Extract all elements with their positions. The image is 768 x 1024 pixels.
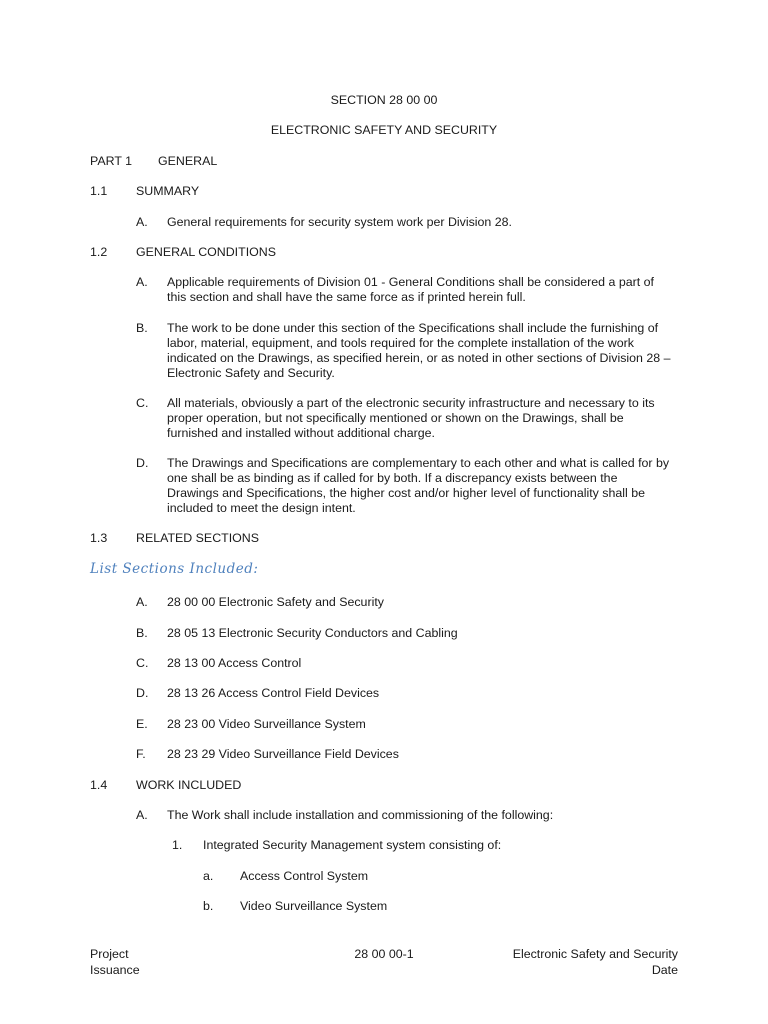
subparagraph-item: Video Surveillance System	[240, 899, 388, 913]
paragraph-letter: A.	[136, 808, 148, 822]
subparagraph-letter: a.	[203, 869, 214, 883]
paragraph-line: The Drawings and Specifications are complementary to each other and what is called for by	[167, 456, 670, 470]
related-section-item: 28 13 00 Access Control	[167, 656, 302, 670]
article-number: 1.4	[90, 778, 108, 792]
paragraph-line: included to meet the design intent.	[167, 501, 356, 515]
paragraph-line: Drawings and Specifications, the higher cost and/or higher level of functionality shall be	[167, 486, 646, 500]
paragraph-line: Electronic Safety and Security.	[167, 366, 335, 380]
page-number: 28 00 00-1	[354, 947, 414, 961]
section-number: SECTION 28 00 00	[330, 93, 438, 107]
paragraph-letter: B.	[136, 626, 148, 640]
paragraph-text	[167, 456, 669, 516]
related-section-item: 28 00 00 Electronic Safety and Security	[167, 595, 384, 609]
subparagraph-number: 1.	[172, 838, 183, 852]
paragraph-line: furnished and installed without additional charge.	[167, 426, 435, 440]
article-heading: WORK INCLUDED	[136, 778, 242, 792]
paragraph-text	[167, 396, 655, 441]
article-number: 1.2	[90, 245, 108, 259]
paragraph-line: one shall be as binding as if called for by both. If a discrepancy exists between the	[167, 471, 618, 485]
subparagraph-text: Integrated Security Management system consisting of:	[203, 838, 502, 852]
part-number: PART 1	[90, 154, 133, 168]
paragraph-line: All materials, obviously a part of the electronic security infrastructure and necessary to its	[167, 396, 655, 410]
paragraph-letter: A.	[136, 275, 148, 289]
footer-section-title: Electronic Safety and Security	[512, 947, 678, 961]
related-section-item: 28 23 00 Video Surveillance System	[167, 717, 366, 731]
paragraph-text: The Work shall include installation and commissioning of the following:	[167, 808, 554, 822]
article-heading: GENERAL CONDITIONS	[136, 245, 276, 259]
footer-date: Date	[651, 963, 678, 977]
article-number: 1.3	[90, 531, 108, 545]
paragraph-line: Applicable requirements of Division 01 - General Conditions shall be considered a part of	[167, 275, 654, 289]
related-section-item: 28 23 29 Video Surveillance Field Devices	[167, 747, 399, 761]
paragraph-line: this section and shall have the same force as if printed herein full.	[167, 290, 526, 304]
paragraph-letter: B.	[136, 321, 148, 335]
paragraph-letter: E.	[136, 717, 148, 731]
paragraph-line: proper operation, but not specifically mentioned or shown on the Drawings, shall be	[167, 411, 624, 425]
subparagraph-letter: b.	[203, 899, 214, 913]
article-number: 1.1	[90, 184, 108, 198]
paragraph-letter: C.	[136, 396, 149, 410]
footer-issuance: Issuance	[90, 963, 140, 977]
paragraph-letter: D.	[136, 686, 149, 700]
article-heading: SUMMARY	[136, 184, 200, 198]
paragraph-letter: D.	[136, 456, 149, 470]
article-heading: RELATED SECTIONS	[136, 531, 260, 545]
paragraph-line: labor, material, equipment, and tools required for the complete installation of the work	[167, 336, 634, 350]
paragraph-letter: A.	[136, 595, 148, 609]
paragraph-text	[167, 321, 671, 381]
paragraph-letter: F.	[136, 747, 146, 761]
footer-project: Project	[90, 947, 129, 961]
paragraph-letter: A.	[136, 215, 148, 229]
related-section-item: 28 13 26 Access Control Field Devices	[167, 686, 380, 700]
subparagraph-item: Access Control System	[240, 869, 369, 883]
paragraph-letter: C.	[136, 656, 149, 670]
section-title: ELECTRONIC SAFETY AND SECURITY	[270, 123, 498, 137]
paragraph-line: The work to be done under this section of the Specifications shall include the furnishing of	[167, 321, 659, 335]
paragraph-text: General requirements for security system work per Division 28.	[167, 215, 512, 229]
related-section-item: 28 05 13 Electronic Security Conductors and Cabling	[167, 626, 458, 640]
part-label: GENERAL	[158, 154, 218, 168]
paragraph-line: indicated on the Drawings, as specified herein, or as noted in other sections of Division 28 –	[167, 351, 671, 365]
paragraph-text	[167, 275, 654, 305]
editor-note: List Sections Included:	[90, 561, 259, 577]
